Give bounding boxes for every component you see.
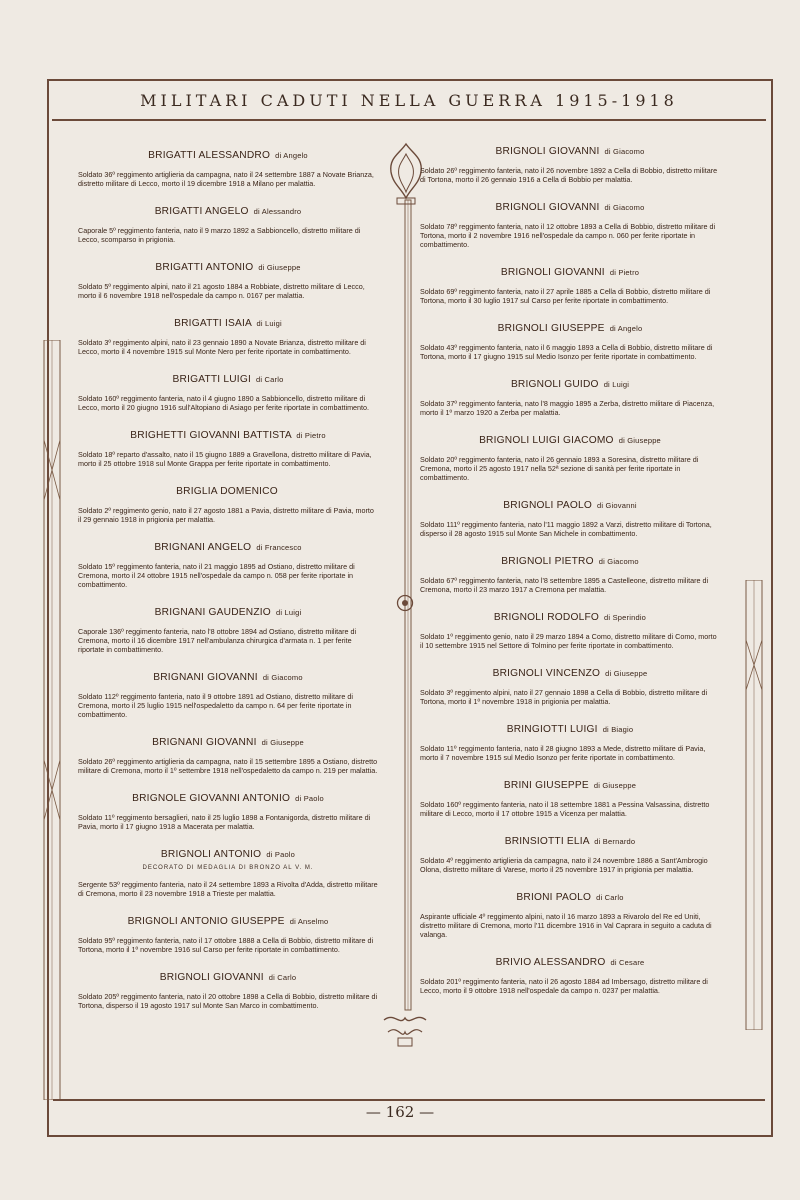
entry-parent: di Luigi (256, 319, 282, 328)
entry (420, 500, 720, 538)
entry-parent: di Cesare (610, 958, 645, 967)
entry-name: BRIGATTI ALESSANDRO (148, 150, 271, 161)
entry-name: BRIGNOLI LUIGI GIACOMO (479, 435, 614, 446)
entry-parent: di Giuseppe (258, 263, 301, 272)
entry-text: Aspirante ufficiale 4º reggimento alpini, nato il 16 marzo 1893 a Rivarolo del Re ed Uniti, distretto militare di Cremona, morto l'11 dicembre 1916 in Val Caprara in seguito a caduta di valanga. (420, 912, 712, 939)
entry (420, 556, 720, 594)
entry (420, 267, 720, 305)
entry-name: BRIGNOLI GIOVANNI (500, 267, 605, 278)
entry-parent: di Paolo (295, 794, 324, 803)
entry-parent: di Carlo (596, 893, 624, 902)
entry-text: Soldato 5º reggimento alpini, nato il 21 agosto 1884 a Robbiate, distretto militare di Lecco, morto il 6 novembre 1918 nell'ospedale da campo n. 0167 per malattia. (78, 282, 365, 300)
entry-text: Soldato 1º reggimento genio, nato il 29 marzo 1894 a Como, distretto militare di Como, morto il 10 settembre 1915 nel Settore di Tolmino per ferite riportate in combattimento. (420, 632, 717, 650)
entry-text: Soldato 111º reggimento fanteria, nato l'11 maggio 1892 a Varzi, distretto militare di Tortona, disperso il 28 agosto 1915 sul Monte San Michele in combattimento. (420, 520, 712, 538)
entry-parent: di Giuseppe (261, 738, 304, 747)
entry (78, 262, 378, 300)
entry-name: BRINGIOTTI LUIGI (506, 724, 598, 735)
entry-parent: di Carlo (268, 973, 297, 982)
entry-text: Caporale 136º reggimento fanteria, nato l'8 ottobre 1894 ad Ostiano, distretto militare di Cremona, morto il 16 dicembre 1917 nell'ambulanza chirurgica d'armata n. 1 per ferite riportate in combattimento. (78, 627, 357, 654)
entry (420, 668, 720, 706)
entry-text: Soldato 11º reggimento bersaglieri, nato il 25 luglio 1898 a Fontanigorda, distretto militare di Pavia, morto il 17 giugno 1918 a Macerata per malattia. (78, 813, 371, 831)
entry (78, 542, 378, 589)
entry-name: BRIGNOLI VINCENZO (492, 668, 601, 679)
entry (78, 916, 378, 954)
entry-parent: di Luigi (603, 380, 630, 389)
entry-name: BRIGNOLI GIOVANNI (495, 146, 600, 157)
entry-parent: di Giacomo (604, 147, 645, 156)
entry-text: Soldato 36º reggimento artiglieria da campagna, nato il 24 settembre 1887 a Novate Brianza, distretto militare di Lecco, morto il 19 dicembre 1918 a Milano per malattia. (78, 170, 374, 188)
entry-parent: di Giuseppe (618, 436, 661, 445)
entry (78, 374, 378, 412)
entry-name: BRIGNOLE GIOVANNI ANTONIO (132, 793, 291, 804)
entry-name: BRIGNANI GIOVANNI (153, 672, 258, 683)
entry-text: Soldato 15º reggimento fanteria, nato il 21 maggio 1895 ad Ostiano, distretto militare di Cremona, morto il 24 ottobre 1915 nell'ospedale da campo n. 058 per ferite riportate in combattimento. (78, 562, 355, 589)
left-column (78, 140, 378, 1010)
entry-name: BRIGNOLI PIETRO (501, 556, 594, 567)
entry (78, 206, 378, 244)
entry-parent: di Pietro (296, 431, 326, 440)
entry-name: BRIONI PAOLO (516, 892, 592, 903)
entry (420, 957, 720, 995)
decoration-note: DECORATO DI MEDAGLIA DI BRONZO AL V. M. (142, 865, 314, 871)
entry-parent: di Francesco (256, 543, 302, 552)
entry-parent: di Angelo (609, 324, 643, 333)
entry-parent: di Giacomo (262, 673, 303, 682)
page-title: MILITARI CADUTI NELLA GUERRA 1915-1918 (52, 81, 766, 121)
entry (78, 607, 378, 654)
entry-name: BRIGLIA DOMENICO (176, 486, 278, 497)
entry-text: Soldato 20º reggimento fanteria, nato il 26 gennaio 1893 a Soresina, distretto militare di Cremona, morto il 25 agosto 1917 nella 52ª sezione di sanità per ferite riportate in combattimento. (420, 455, 699, 482)
entry-text: Soldato 4º reggimento artiglieria da campagna, nato il 24 novembre 1886 a Sant'Ambrogio Olona, distretto militare di Varese, morto il 25 novembre 1917 in prigionia per malattia. (420, 856, 708, 874)
entry (78, 672, 378, 719)
entry-text: Soldato 95º reggimento fanteria, nato il 17 ottobre 1888 a Cella di Bobbio, distretto militare di Tortona, morto il 1º novembre 1916 sul Carso per ferite riportate in combattimento. (78, 936, 374, 954)
entry-name: BRIGNOLI RODOLFO (493, 612, 600, 623)
entry-text: Soldato 11º reggimento fanteria, nato il 28 giugno 1893 a Mede, distretto militare di Pavia, morto il 7 novembre 1915 sul Medio Isonzo per ferite riportate in combattimento. (420, 744, 706, 762)
entry-text: Soldato 3º reggimento alpini, nato il 23 gennaio 1890 a Novate Brianza, distretto militare di Lecco, morto il 4 novembre 1915 sul Monte Nero per ferite riportate in combattimento. (78, 338, 366, 356)
entry-name: BRIVIO ALESSANDRO (495, 957, 606, 968)
entry (78, 972, 378, 1010)
entry-parent: di Angelo (275, 151, 308, 160)
entry (420, 323, 720, 361)
entry-name: BRIGHETTI GIOVANNI BATTISTA (130, 430, 292, 441)
entry-name: BRIGNOLI GIUSEPPE (497, 323, 605, 334)
entry-text: Sergente 53º reggimento fanteria, nato il 24 settembre 1893 a Rivolta d'Adda, distretto militare di Cremona, morto il 23 novembre 1918 a Trieste per malattia. (78, 880, 378, 898)
entry (78, 150, 378, 188)
entry-parent: di Giovanni (596, 501, 637, 510)
entry-name: BRIGATTI ANGELO (154, 206, 249, 217)
entry (78, 793, 378, 831)
entry-parent: di Giuseppe (605, 669, 648, 678)
right-fasces-ornament (742, 580, 766, 1030)
entry-name: BRIGATTI ISAIA (174, 318, 252, 329)
entry-name: BRIGNOLI ANTONIO (160, 849, 262, 860)
entry-text: Soldato 160º reggimento fanteria, nato il 18 settembre 1881 a Pessina Valsassina, distretto militare di Lecco, morto il 17 ottobre 1915 a Vicenza per malattia. (420, 800, 710, 818)
entry-name: BRIGATTI ANTONIO (155, 262, 254, 273)
entry-name: BRIGNOLI GIOVANNI (495, 202, 600, 213)
entry (420, 146, 720, 184)
entry-text: Soldato 37º reggimento fanteria, nato l'8 maggio 1895 a Zerba, distretto militare di Piacenza, morto il 1º marzo 1920 a Zerba per malattia. (420, 399, 715, 417)
entry-name: BRIGNOLI GUIDO (510, 379, 599, 390)
left-fasces-ornament (40, 340, 64, 1100)
entry-text: Soldato 2º reggimento genio, nato il 27 agosto 1881 a Pavia, distretto militare di Pavia, morto il 29 gennaio 1918 in prigionia per malattia. (78, 506, 374, 524)
entry (78, 430, 378, 468)
entry-text: Soldato 26º reggimento fanteria, nato il 26 novembre 1892 a Cella di Bobbio, distretto militare di Tortona, morto il 26 gennaio 1916 a Cella di Bobbio per malattia. (420, 166, 718, 184)
entry-name: BRIGNANI GIOVANNI (152, 737, 257, 748)
entry-parent: di Giacomo (604, 203, 645, 212)
entry (420, 379, 720, 417)
entry-parent: di Carlo (256, 375, 284, 384)
entry-parent: di Paolo (266, 850, 296, 859)
entry-text: Soldato 112º reggimento fanteria, nato il 9 ottobre 1891 ad Ostiano, distretto militare di Cremona, morto il 25 luglio 1915 nell'ospedaletto da campo n. 64 per ferite riportate in combattimento. (78, 692, 353, 719)
entry-parent: di Sperindio (604, 613, 647, 622)
entry (420, 892, 720, 939)
entry (420, 435, 720, 482)
entry-text: Soldato 26º reggimento artiglieria da campagna, nato il 15 settembre 1895 a Ostiano, distretto militare di Cremona, morto il 1º settembre 1918 nell'ospedaletto da campo n. 219 per malattia. (78, 757, 378, 775)
entry (78, 486, 378, 524)
entry (420, 836, 720, 874)
entry-name: BRIGNANI GAUDENZIO (154, 607, 271, 618)
entry-parent: di Luigi (275, 608, 302, 617)
entry-parent: di Bernardo (594, 837, 636, 846)
entry (420, 612, 720, 650)
entry-text: Soldato 78º reggimento fanteria, nato il 12 ottobre 1893 a Cella di Bobbio, distretto militare di Tortona, morto il 2 novembre 1916 nell'ospedale da campo n. 060 per ferite riportate in combattimento. (420, 222, 716, 249)
entry-text: Soldato 67º reggimento fanteria, nato l'8 settembre 1895 a Castelleone, distretto militare di Cremona, morto il 23 marzo 1917 a Cremona per malattia. (420, 576, 709, 594)
entry-text: Soldato 201º reggimento fanteria, nato il 26 agosto 1884 ad Imbersago, distretto militare di Lecco, morto il 9 ottobre 1918 nell'ospedale da campo n. 0237 per malattia. (420, 977, 708, 995)
entry-parent: di Anselmo (289, 917, 329, 926)
entry-text: Caporale 5º reggimento fanteria, nato il 9 marzo 1892 a Sabbioncello, distretto militare di Lecco, scomparso in prigionia. (78, 226, 361, 244)
entry-name: BRINSIOTTI ELIA (504, 836, 590, 847)
entry-text: Soldato 3º reggimento alpini, nato il 27 gennaio 1898 a Cella di Bobbio, distretto militare di Tortona, morto il 1º novembre 1918 in prigionia per malattia. (420, 688, 708, 706)
entry-parent: di Giuseppe (593, 781, 637, 790)
entry (78, 737, 378, 775)
entry (420, 724, 720, 762)
entry-name: BRIGNOLI ANTONIO GIUSEPPE (127, 916, 285, 927)
entry-parent: di Alessandro (253, 207, 302, 216)
entry-text: Soldato 69º reggimento fanteria, nato il 27 aprile 1885 a Cella di Bobbio, distretto militare di Tortona, morto il 30 luglio 1917 sul Carso per ferite riportate in combattimento. (420, 287, 711, 305)
entry-parent: di Pietro (609, 268, 640, 277)
column-base-ornament (380, 1010, 430, 1050)
entry-parent: di Biagio (602, 725, 634, 734)
entry-text: Soldato 18º reparto d'assalto, nato il 15 giugno 1889 a Gravellona, distretto militare di Pavia, morto il 25 ottobre 1918 sul Monte Grappa per ferite riportate in combattimento. (78, 450, 372, 468)
page-number: — 162 — (365, 1103, 435, 1121)
entry (78, 849, 378, 898)
right-column (420, 140, 720, 995)
footer-rule (53, 1099, 765, 1101)
entry-name: BRIGNANI ANGELO (154, 542, 252, 553)
entry-name: BRIGNOLI PAOLO (503, 500, 592, 511)
entry-name: BRINI GIUSEPPE (503, 780, 589, 791)
entry-parent: di Giacomo (598, 557, 639, 566)
entry-text: Soldato 160º reggimento fanteria, nato il 4 giugno 1890 a Sabbioncello, distretto militare di Lecco, morto il 20 giugno 1916 sull'Altopiano di Asiago per ferite riportate in combattimento. (78, 394, 370, 412)
entry-name: BRIGNOLI GIOVANNI (159, 972, 264, 983)
entry (420, 202, 720, 249)
entry-name: BRIGATTI LUIGI (172, 374, 251, 385)
rosette-icon (396, 594, 414, 612)
entry-text: Soldato 43º reggimento fanteria, nato il 6 maggio 1893 a Cella di Bobbio, distretto militare di Tortona, morto il 17 giugno 1915 sul Medio Isonzo per ferite riportate in combattimento. (420, 343, 713, 361)
entry (78, 318, 378, 356)
entry (420, 780, 720, 818)
entry-text: Soldato 205º reggimento fanteria, nato il 20 ottobre 1898 a Cella di Bobbio, distretto militare di Tortona, disperso il 19 agosto 1917 sul Monte San Marco in combattimento. (78, 992, 378, 1010)
